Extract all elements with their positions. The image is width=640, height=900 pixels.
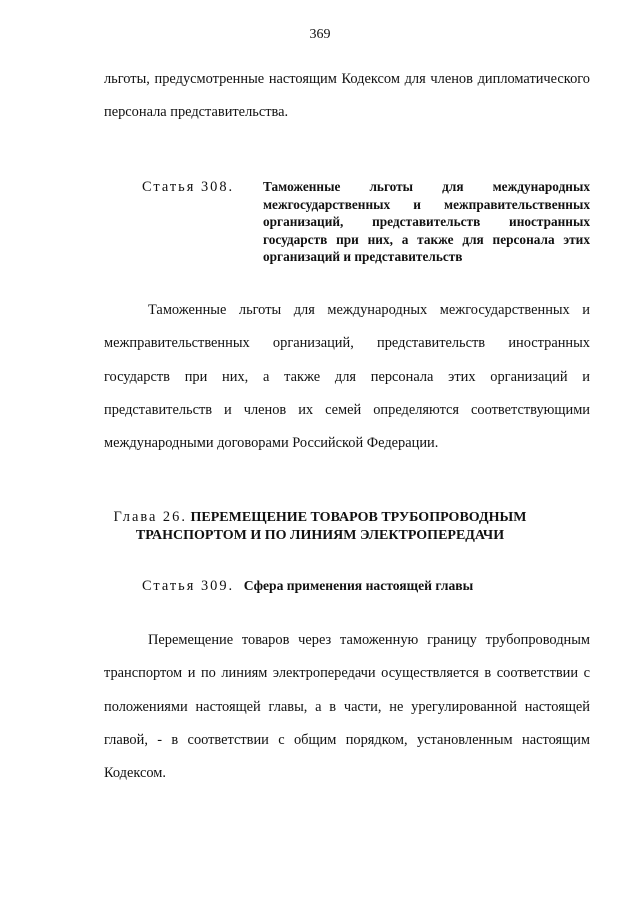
page-number: 369 bbox=[309, 27, 331, 42]
article-309-label: Статья 309. bbox=[142, 578, 235, 594]
chapter-26-line1 bbox=[0, 508, 640, 527]
article-308-label: Статья 308. bbox=[142, 179, 235, 195]
article-308-title: Таможенные льготы для международных межгосударственных и межправительственных организаций, представительств иностранных государств при них, а также для персонала этих организаций и представительств bbox=[263, 179, 590, 264]
article-309-body: Перемещение товаров через таможенную границу трубопроводным транспортом и по линиям электропередачи осуществляется в соответствии с положениями настоящей главы, а в части, не урегулированной настоящей главой, - в соответствии с общим порядком, установленным настоящим Кодексом. bbox=[104, 632, 590, 782]
chapter-26-title-line1: ПЕРЕМЕЩЕНИЕ ТОВАРОВ ТРУБОПРОВОДНЫМ bbox=[190, 510, 527, 525]
article-309-title: Сфера применения настоящей главы bbox=[243, 578, 474, 593]
chapter-26-heading bbox=[0, 508, 640, 545]
article-309-heading bbox=[142, 577, 473, 595]
chapter-26-title-line2: ТРАНСПОРТОМ И ПО ЛИНИЯМ ЭЛЕКТРОПЕРЕДАЧИ bbox=[135, 528, 505, 543]
intro-paragraph: льготы, предусмотренные настоящим Кодексом для членов дипломатического персонала представительства. bbox=[104, 71, 590, 121]
article-308-body: Таможенные льготы для международных межгосударственных и межправительственных организаций, представительств иностранных государств при них, а также для персонала этих организаций и представительств и членов их семей определяются соответствующими международными договорами Российской Федерации. bbox=[104, 302, 590, 452]
chapter-26-label: Глава 26. bbox=[113, 509, 187, 525]
